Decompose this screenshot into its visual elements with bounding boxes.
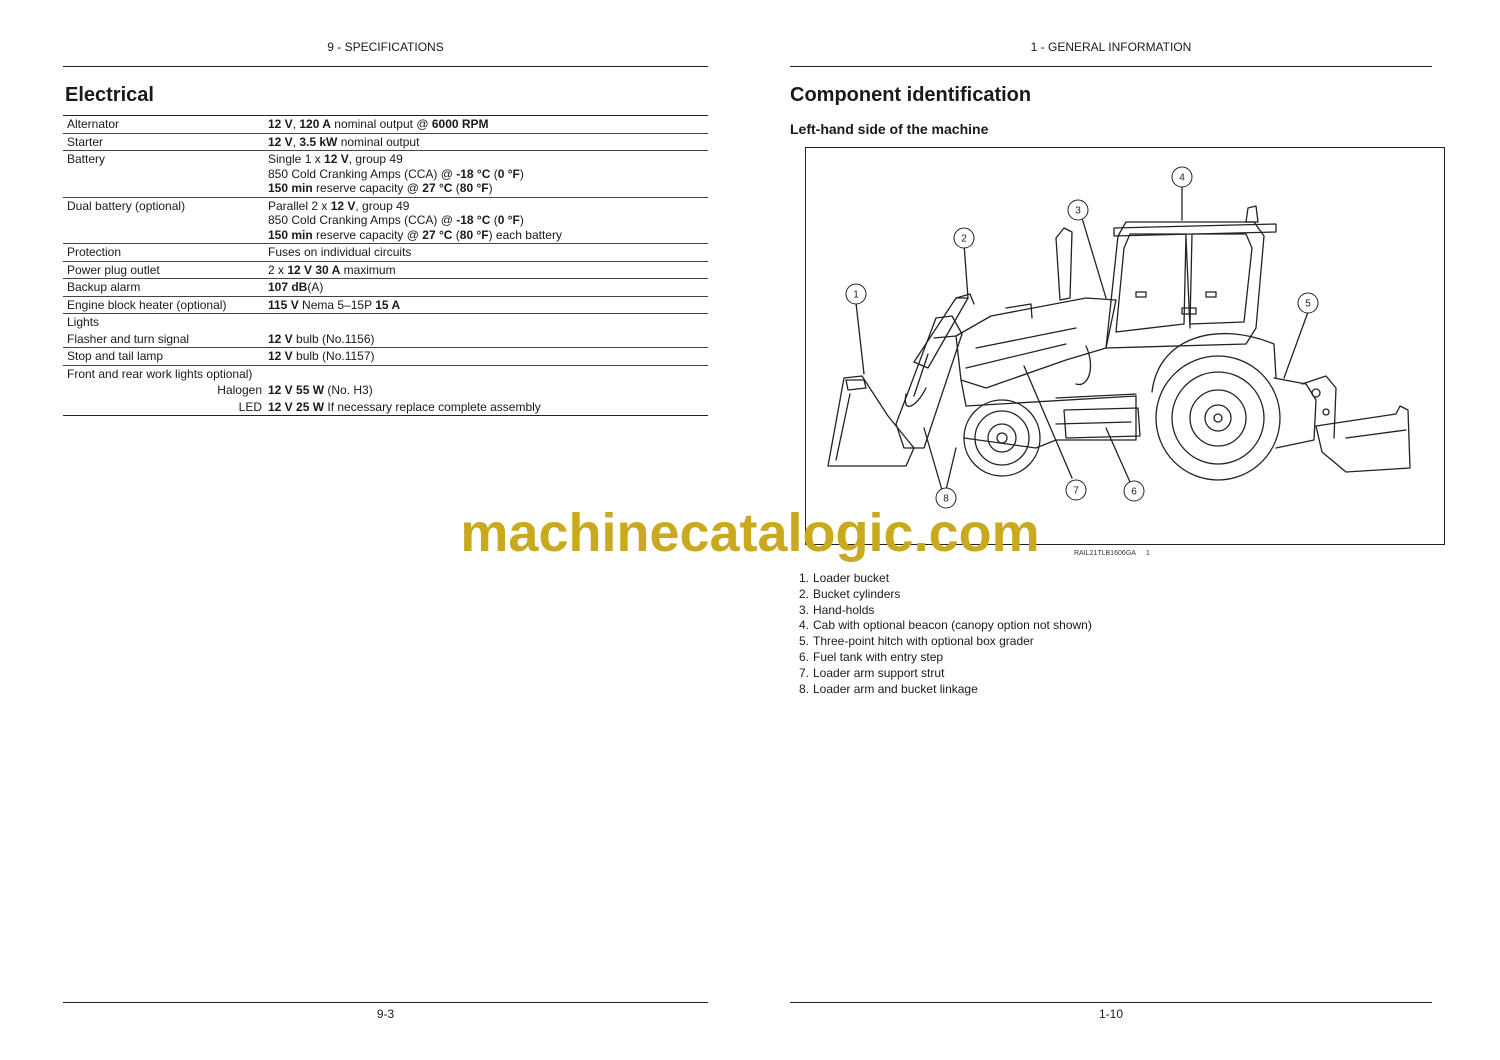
spec-value-segment: 107 dB [268,280,308,294]
spec-value-segment: 15 A [375,297,401,312]
spec-value-segment: 80 °F [459,181,489,195]
spec-row [63,399,708,416]
spec-value [266,348,708,366]
spec-row [63,296,708,314]
spec-row [63,116,708,134]
legend-number: 3. [798,602,809,617]
callout-7 [1066,480,1086,500]
spec-row [63,261,708,279]
spec-value-segment: 12 V 30 A [287,262,341,277]
spec-row [63,151,708,198]
spec-value-segment: Fuses on individual circuits [268,245,412,259]
spec-value [266,399,708,416]
machine-illustration [805,147,1445,545]
spec-value-segment: 12 V 55 W [268,383,325,397]
callout-5 [1298,293,1318,313]
spec-row [63,279,708,297]
spec-value [266,296,708,314]
running-head: 1 - GENERAL INFORMATION [1030,40,1192,54]
spec-value [266,244,708,262]
spec-label: Protection [67,245,122,259]
page-number: 1-10 [1098,1007,1124,1021]
spec-value-segment: maximum [340,262,396,277]
spec-value-segment: ( [452,181,460,195]
spec-value-segment: 12 V 25 W [268,399,325,414]
header-rule [790,66,1432,67]
spec-value-segment: 115 V [268,297,299,312]
spec-row [63,365,708,382]
callout-number: 1 [853,289,859,301]
callout-6 [1124,481,1144,501]
legend-text: Loader arm support strut [813,665,945,680]
legend-item [790,634,1092,650]
spec-value-segment: (No. H3) [324,383,373,397]
legend-number: 1. [798,571,809,585]
spec-row [63,331,708,348]
legend-number: 8. [798,681,809,696]
legend-item [790,571,1092,587]
spec-label: Battery [67,152,106,166]
spec-value-segment: , [292,134,300,149]
spec-value-segment: 12 V [324,152,349,166]
spec-value-segment: , group 49 [355,198,410,213]
spec-value-segment: ) each battery [488,227,562,242]
legend-text: Loader bucket [813,571,890,585]
spec-value-segment: If necessary replace complete assembly [324,399,541,414]
spec-value-segment: reserve capacity @ [312,227,423,242]
spec-value-segment: reserve capacity @ [312,181,423,195]
spec-label: Alternator [67,117,120,131]
legend-item [790,618,1092,634]
spec-value-segment: 850 Cold Cranking Amps (CCA) @ [268,166,457,181]
spec-label: Front and rear work lights optional) [67,366,253,381]
legend-text: Loader arm and bucket linkage [813,681,978,696]
spec-value-segment: nominal output @ [330,117,432,131]
spec-value-segment: 3.5 kW [299,134,338,149]
callout-number: 3 [1075,205,1081,217]
callout-number: 8 [943,493,949,505]
spec-value [266,314,708,331]
callout-markers [806,148,1443,543]
section-title: Electrical [65,84,154,106]
legend-item [790,603,1092,619]
spec-value-segment: , group 49 [348,152,403,166]
figure-number: 1 [1145,550,1150,557]
spec-label: Backup alarm [67,280,141,294]
spec-label: Starter [67,134,104,149]
spec-value-segment: 27 °C [422,181,453,195]
spec-row [63,244,708,262]
watermark-text: machinecatalogic.com [460,503,1040,563]
page-number: 9-3 [376,1007,395,1021]
spec-label: Flasher and turn signal [67,331,190,346]
subsection-title: Left-hand side of the machine [790,121,989,137]
spec-value-segment: 12 V [268,349,293,363]
spec-row [63,314,708,331]
spec-value-segment: 12 V [268,134,293,149]
footer-rule [63,1002,708,1003]
spec-value-segment: Single 1 x [268,152,325,166]
callout-4 [1172,167,1192,187]
callout-1 [846,284,866,304]
spec-value-segment: 27 °C [422,227,453,242]
electrical-spec-table [63,115,708,416]
spec-label: Lights [67,315,100,329]
spec-value-segment: -18 °C [456,213,491,227]
spec-value-segment: ( [490,213,498,227]
spec-row [63,197,708,244]
spec-label: Power plug outlet [67,262,160,277]
legend-item [790,650,1092,666]
figure-code: RAIL21TLB1606GA [1074,550,1136,557]
spec-value-segment: Parallel 2 x [268,198,331,213]
callout-2 [954,228,974,248]
spec-value-segment: , [292,117,300,131]
spec-value-segment: 150 min [268,227,313,242]
spec-label: LED [238,399,262,414]
legend-number: 6. [798,649,809,664]
spec-value-segment: 12 V [330,198,356,213]
spec-value-segment: 6000 RPM [431,117,489,131]
spec-value-segment: (A) [307,280,324,294]
spec-value-segment: 12 V [268,117,293,131]
legend-text: Bucket cylinders [813,586,901,601]
spec-value-segment: nominal output [337,134,420,149]
legend-text: Three-point hitch with optional box grader [813,634,1034,649]
spec-value-segment: ( [452,227,460,242]
legend-text: Hand-holds [813,602,875,617]
spec-value [266,382,708,399]
callout-number: 2 [961,233,967,245]
spec-value-segment: ) [488,181,493,195]
component-legend [790,571,1092,697]
spec-value [266,151,708,198]
spec-value [266,133,708,151]
spec-value [266,279,708,297]
spec-label: Stop and tail lamp [67,349,164,363]
legend-item [790,666,1092,682]
spec-label: Dual battery (optional) [67,198,186,213]
spec-value-segment: ) [519,213,524,227]
spec-value-segment: 150 min [268,181,313,195]
callout-number: 4 [1179,172,1185,184]
legend-number: 5. [798,634,809,649]
spec-label: Engine block heater (optional) [67,297,227,312]
spec-value-segment: bulb (No.1156) [292,331,375,346]
section-title: Component identification [790,84,1032,106]
spec-row [63,348,708,366]
legend-number: 7. [798,665,809,680]
spec-row [63,133,708,151]
spec-label: Halogen [217,383,262,397]
callout-number: 6 [1131,486,1137,498]
spec-value [266,116,708,134]
header-rule [63,66,708,67]
spec-value-segment: -18 °C [456,166,491,181]
legend-item [790,682,1092,698]
spec-value [266,261,708,279]
spec-value-segment: bulb (No.1157) [292,349,375,363]
spec-value-segment: 0 °F [497,213,520,227]
legend-number: 2. [798,586,809,601]
legend-text: Cab with optional beacon (canopy option not shown) [813,618,1092,633]
legend-item [790,587,1092,603]
spec-row [63,382,708,399]
callout-number: 5 [1305,298,1311,310]
footer-rule [790,1002,1432,1003]
spec-value [266,197,708,244]
spec-value-segment: 120 A [299,117,331,131]
spec-value-segment: 12 V [268,331,293,346]
legend-number: 4. [798,618,809,633]
running-head: 9 - SPECIFICATIONS [327,40,444,54]
callout-number: 7 [1073,485,1079,497]
spec-value-segment: ) [519,166,524,181]
spec-value-segment: 2 x [268,262,288,277]
spec-value-segment: ( [490,166,498,181]
spec-value [266,331,708,348]
spec-value-segment: Nema 5–15P [298,297,376,312]
spec-value-segment: 80 °F [459,227,489,242]
legend-text: Fuel tank with entry step [813,649,944,664]
callout-3 [1068,200,1088,220]
spec-value-segment: 0 °F [497,166,520,181]
spec-value-segment: 850 Cold Cranking Amps (CCA) @ [268,213,457,227]
